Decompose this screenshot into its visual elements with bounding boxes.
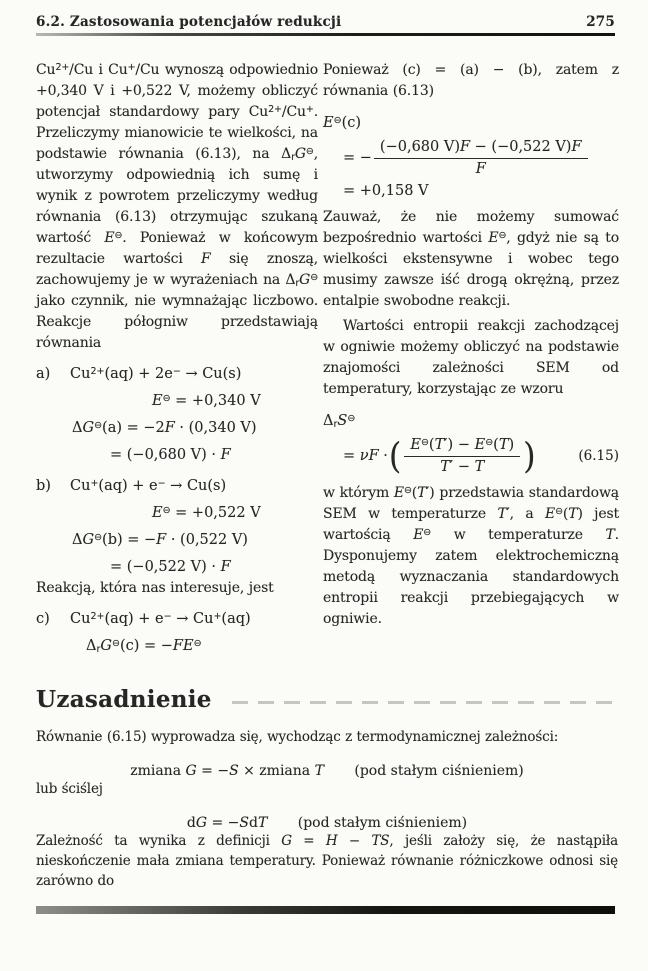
equals-sign: = − bbox=[343, 149, 372, 166]
paragraph: $Cu^{2+}/Cu$ i Cu+/Cu wynoszą odpowiednio +0,340 V i +0,522 V, możemy obliczyć potencjał standardowy pary $Cu^{2+}/Cu^+$. Przeliczymy mianowicie te wielkości, na podstawie równania (6.13), na $\Delta_rG^⊖$, utworzymy odpowiednią ich sumę i wynik z powrotem przeliczymy według równania (6.13) otrzymując szukaną wartość E⊖. Ponieważ w końcowym rezultacie wartości F się znoszą, zachowujemy je w wyrażeniach na $\Delta_rG^⊖$ jako czynnik, nie wymnażając liczbowo. Reakcje półogniw przedstawiają równania bbox=[36, 62, 319, 351]
paragraph: Równanie (6.15) wyprowadza się, wychodząc z termodynamicznej zależności: bbox=[36, 729, 559, 745]
reaction-c bbox=[36, 608, 318, 630]
section-heading-title: Uzasadnienie bbox=[36, 686, 212, 713]
open-paren: ( bbox=[388, 434, 402, 477]
equation-condition: (pod stałym ciśnieniem) bbox=[297, 815, 468, 831]
page-header bbox=[36, 14, 615, 30]
equals-sign: = νF · bbox=[343, 447, 388, 464]
centered-equation bbox=[36, 815, 618, 831]
equation-line: ΔG⊖(b) = −F · (0,522 V) bbox=[72, 532, 248, 548]
reaction-a bbox=[36, 363, 318, 385]
reaction-equation: Cu+(aq) + e− → Cu(s) bbox=[70, 478, 227, 494]
paragraph: lub ściślej bbox=[36, 781, 103, 797]
reaction-b bbox=[36, 475, 318, 497]
equation-row bbox=[323, 138, 619, 177]
left-column bbox=[36, 60, 318, 657]
paragraph: Ponieważ (c) = (a) − (b), zatem z równania (6.13) bbox=[323, 62, 619, 99]
section-heading bbox=[36, 686, 618, 713]
equation-line: ΔG⊖(a) = −2F · (0,340 V) bbox=[72, 420, 257, 436]
equation-label: c) bbox=[36, 611, 50, 627]
paragraph: Zależność ta wynika z definicji G = H − TS, jeśli założy się, że nastąpiła nieskończenie mała zmiana temperatury. Ponieważ równanie różniczkowe odnosi się zarówno do bbox=[36, 833, 618, 889]
equation-row bbox=[323, 436, 619, 475]
reaction-equation: $Cu^{2+}(aq) + e^- \to Cu^+(aq)$ bbox=[70, 611, 251, 627]
fraction-denominator: F bbox=[475, 161, 486, 177]
equation-line: $\Delta_rG^⊖(c) = -FE^⊖$ bbox=[86, 638, 202, 655]
display-equation-emf bbox=[323, 112, 619, 199]
fraction-numerator: (−0,680 V)F − (−0,522 V)F bbox=[374, 138, 588, 159]
paragraph: Zauważ, że nie możemy sumować bezpośrednio wartości E⊖, gdyż nie są to wielkości ekstensywne i wobec tego musimy zawsze iść drogą okrężną, przez entalpie swobodne reakcji. bbox=[323, 209, 619, 309]
equation-result: = +0,158 V bbox=[343, 183, 429, 199]
equation-lhs: $\Delta_rS^⊖$ bbox=[323, 413, 356, 430]
equation-label: b) bbox=[36, 478, 51, 494]
bottom-divider bbox=[36, 906, 615, 914]
section-title: 6.2. Zastosowania potencjałów redukcji bbox=[36, 14, 342, 30]
equation-line: = (−0,522 V) · F bbox=[110, 559, 231, 575]
equation-label: a) bbox=[36, 366, 51, 382]
heading-divider bbox=[232, 701, 618, 704]
equation-text: zmiana G = −S × zmiana T bbox=[130, 763, 324, 779]
fraction bbox=[404, 436, 520, 475]
justification-section bbox=[36, 686, 618, 891]
paragraph: Wartości entropii reakcji zachodzącej w ogniwie możemy obliczyć na podstawie znajomości zależności SEM od temperatury, korzystając ze wzoru bbox=[323, 318, 619, 397]
equation-line: = (−0,680 V) · F bbox=[110, 447, 231, 463]
header-divider bbox=[36, 33, 615, 36]
equation-line: E⊖ = +0,340 V bbox=[152, 393, 261, 409]
paragraph: Reakcją, która nas interesuje, jest bbox=[36, 580, 274, 596]
fraction bbox=[374, 138, 588, 177]
equation-condition: (pod stałym ciśnieniem) bbox=[354, 763, 524, 779]
close-paren: ) bbox=[523, 434, 536, 477]
equation-text: dG = −SdT bbox=[186, 815, 268, 831]
display-equation-entropy bbox=[323, 410, 619, 475]
fraction-denominator: T′ − T bbox=[440, 459, 485, 475]
equation-lhs: E⊖(c) bbox=[323, 115, 361, 131]
equation-line: E⊖ = +0,522 V bbox=[152, 505, 261, 521]
paragraph: w którym E⊖(T′) przedstawia standardową SEM w temperaturze T′, a E⊖(T) jest wartością E⊖ w temperaturze T. Dysponujemy zatem elektrochemiczną metodą wyznaczania standardowych entropii reakcji przebiegających w ogniwie. bbox=[323, 485, 620, 627]
centered-equation bbox=[36, 763, 618, 779]
reaction-equation: $Cu^{2+}(aq) + 2e^- \to Cu(s)$ bbox=[70, 366, 242, 382]
right-column bbox=[323, 60, 619, 630]
fraction-numerator: E⊖(T′) − E⊖(T) bbox=[404, 436, 520, 457]
equation-number: (6.15) bbox=[578, 447, 619, 464]
page-number: 275 bbox=[586, 14, 615, 30]
